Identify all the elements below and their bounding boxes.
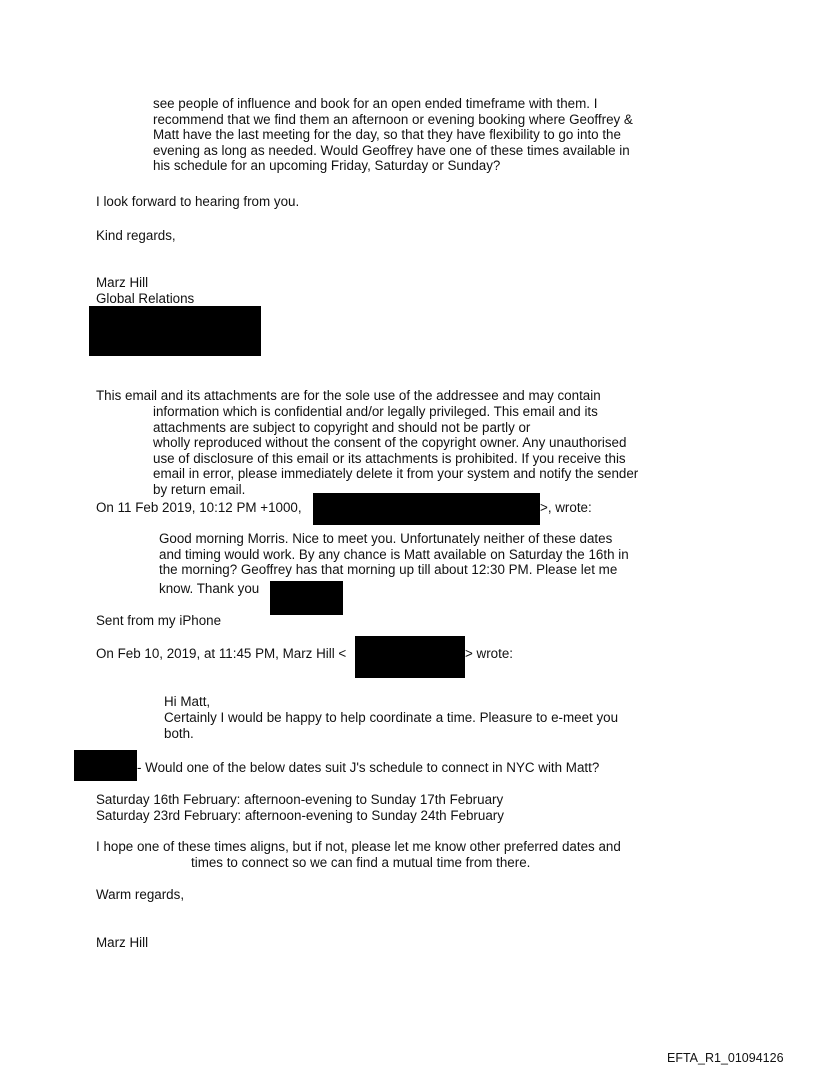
proposed-date-2: Saturday 23rd February: afternoon-evening to Sunday 24th February [96, 808, 504, 823]
hope-line-2: times to connect so we can find a mutual time from there. [191, 855, 531, 870]
continued-paragraph: see people of influence and book for an open ended timeframe with them. I recommend that we find them an afternoon or evening booking where Geoffrey & Matt have the last meeting for the day, so that they have flexibility to go into the evening as long as needed. Would Geoffrey have one of these times available in his schedule for an upcoming Friday, Saturday or Sunday? [153, 96, 633, 174]
hope-line-1: I hope one of these times aligns, but if not, please let me know other preferred dates and [96, 839, 621, 854]
signature-title: Global Relations [96, 291, 195, 306]
document-id: EFTA_R1_01094126 [667, 1051, 784, 1065]
proposed-date-1: Saturday 16th February: afternoon-evening to Sunday 17th February [96, 792, 504, 807]
disclaimer-body: information which is confidential and/or legally privileged. This email and its attachments are subject to copyright and should not be partly or wholly reproduced without the consent of the copyright owner. Any unauthorised use of disclosure of this email or its attachments is prohibited. If you receive this email in error, please immediately delete it from your system and notify the sender by return email. [153, 404, 639, 497]
redaction-block [74, 750, 137, 781]
redaction-block [313, 493, 540, 525]
reply-header-2-prefix: On Feb 10, 2019, at 11:45 PM, Marz Hill < [96, 646, 347, 661]
reply-header-2-suffix: > wrote: [465, 646, 514, 661]
warm-regards-line: Warm regards, [96, 887, 185, 902]
redaction-block [355, 636, 465, 678]
kind-regards-line: Kind regards, [96, 228, 176, 243]
signature-name: Marz Hill [96, 275, 149, 290]
reply-2-question: - Would one of the below dates suit J's schedule to connect in NYC with Matt? [137, 760, 600, 775]
reply-header-1-suffix: >, wrote: [540, 500, 592, 515]
reply-2-signature-name: Marz Hill [96, 935, 149, 950]
look-forward-line: I look forward to hearing from you. [96, 194, 300, 209]
reply-1-last-line: know. Thank you [159, 581, 260, 596]
reply-header-1-prefix: On 11 Feb 2019, 10:12 PM +1000, [96, 500, 302, 515]
disclaimer-first-line: This email and its attachments are for the sole use of the addressee and may contain [96, 388, 601, 403]
reply-2-greeting: Hi Matt, [164, 694, 211, 709]
reply-2-body: Certainly I would be happy to help coordinate a time. Pleasure to e-meet you both. [164, 710, 619, 741]
reply-1-body: Good morning Morris. Nice to meet you. Unfortunately neither of these dates and timing would work. By any chance is Matt available on Saturday the 16th in the morning? Geoffrey has that morning up till about 12:30 PM. Please let me [159, 531, 629, 578]
redaction-block [89, 306, 261, 356]
redaction-block [270, 581, 343, 615]
sent-from-line: Sent from my iPhone [96, 613, 222, 628]
